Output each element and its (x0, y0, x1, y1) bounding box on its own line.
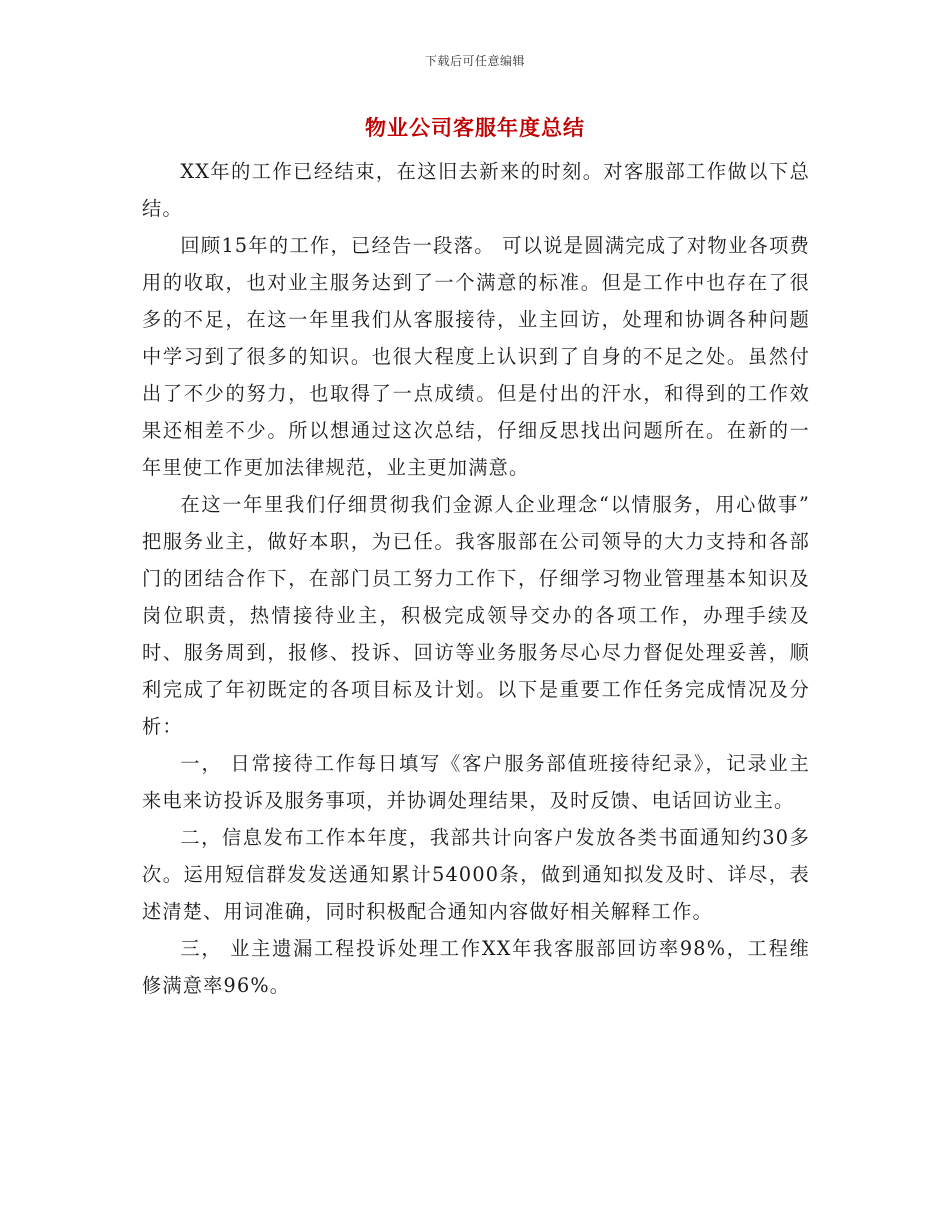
paragraph-philosophy: 在这一年里我们仔细贯彻我们金源人企业理念“以情服务，用心做事” 把服务业主，做好本职，为已任。我客服部在公司领导的大力支持和各部门的团结合作下，在部门员工努力工作下，仔细学习物业管理基本知识及岗位职责，热情接待业主，积极完成领导交办的各项工作，办理手续及时、服务周到，报修、投诉、回访等业务服务尽心尽力督促处理妥善，顺利完成了年初既定的各项目标及计划。以下是重要工作任务完成情况及分析： (142, 493, 810, 738)
paragraph-item-3: 三， 业主遗漏工程投诉处理工作XX年我客服部回访率98%，工程维修满意率96%。 (142, 937, 810, 997)
paragraph-item-1: 一， 日常接待工作每日填写《客户服务部值班接待纪录》，记录业主来电来访投诉及服务事项，并协调处理结果，及时反馈、电话回访业主。 (142, 752, 810, 812)
paragraph-item-2: 二，信息发布工作本年度，我部共计向客户发放各类书面通知约30多次。运用短信群发发送通知累计54000条，做到通知拟发及时、详尽，表述清楚、用词准确，同时积极配合通知内容做好相关解释工作。 (142, 826, 810, 923)
document-body (142, 153, 810, 1004)
paragraph-review: 回顾15年的工作，已经告一段落。 可以说是圆满完成了对物业各项费用的收取，也对业主服务达到了一个满意的标准。但是工作中也存在了很多的不足，在这一年里我们从客服接待，业主回访，处理和协调各种问题中学习到了很多的知识。也很大程度上认识到了自身的不足之处。虽然付出了不少的努力，也取得了一点成绩。但是付出的汗水，和得到的工作效果还相差不少。所以想通过这次总结，仔细反思找出问题所在。在新的一年里使工作更加法律规范，业主更加满意。 (142, 234, 810, 479)
paragraph-intro: XX年的工作已经结束，在这旧去新来的时刻。对客服部工作做以下总结。 (142, 160, 810, 220)
header-note: 下载后可任意编辑 (424, 54, 525, 68)
document-title: 物业公司客服年度总结 (365, 115, 585, 140)
